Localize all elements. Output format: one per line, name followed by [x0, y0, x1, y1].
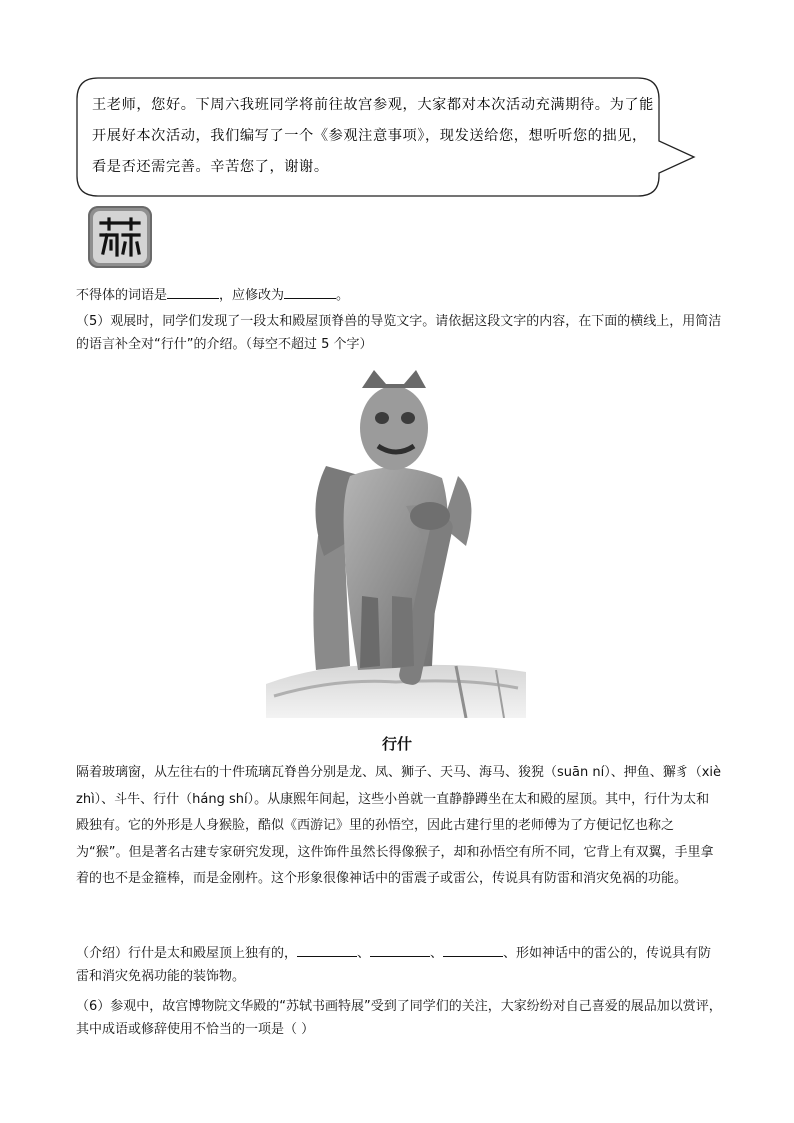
intro-text-2: 、形如神话中的雷公的，传说具有防雷和消灾免祸功能的装饰物。	[76, 946, 712, 984]
intro-separator-2: 、	[430, 946, 444, 961]
q6-prompt: （6）参观中，故宫博物院文华殿的“苏轼书画特展”受到了同学们的关注，大家纷纷对自己喜爱的展品加以赏评，其中成语或修辞使用不恰当的一项是（ ）	[76, 999, 722, 1037]
intro-blank-2[interactable]	[370, 942, 430, 957]
intro-blank-3[interactable]	[443, 942, 503, 957]
q5-prompt: （5）观展时，同学们发现了一段太和殿屋顶脊兽的导览文字。请依据这段文字的内容，在下面的横线上，用简洁的语言补全对“行什”的介绍。（每空不超过 5 个字）	[76, 314, 722, 352]
statue-drawing	[266, 366, 526, 718]
seal-face	[93, 211, 147, 263]
intro-text-1: （介绍）行什是太和殿屋顶上独有的，	[76, 946, 298, 961]
guide-passage: 隔着玻璃窗，从左往右的十件琉璃瓦脊兽分别是龙、凤、狮子、天马、海马、狻猊（suān ní）、押鱼、獬豸（xiè zhì）、斗牛、行什（háng shí）。从康熙年间起，这些小兽就一直静静蹲坐在太和殿的屋顶。其中，行什为太和殿独有。它的外形是人身猴脸，酷似《西游记》里的孙悟空，因此古建行里的老师傅为了方便记忆也称之为“猴”。但是著名古建专家研究发现，这件饰件虽然长得像猴子，却和孙悟空有所不同，它背上有双翼，手里拿着的也不是金箍棒，而是金刚杵。这个形象很像神话中的雷震子或雷公，传说具有防雷和消灾免祸的功能。	[76, 765, 722, 887]
q4-answer-line	[76, 284, 722, 307]
intro-separator-1: 、	[357, 946, 371, 961]
seal-stamp-icon	[88, 206, 152, 268]
intro-fill-in	[76, 942, 722, 988]
q4-text-1: 不得体的词语是	[76, 288, 168, 303]
hangshi-statue-image	[266, 366, 526, 718]
q4-text-2: ，应修改为	[219, 288, 285, 303]
seal-glyph-drawing	[97, 217, 143, 257]
q4-text-3: 。	[336, 288, 350, 303]
speech-bubble-text: 王老师，您好。下周六我班同学将前往故宫参观，大家都对本次活动充满期待。为了能开展好本次活动，我们编写了一个《参观注意事项》，现发送给您，想听听您的拙见，看是否还需完善。辛苦您了，谢谢。	[92, 97, 654, 175]
figure-caption: 行什	[381, 735, 412, 753]
q4-blank-1[interactable]	[167, 284, 219, 299]
q4-blank-2[interactable]	[284, 284, 336, 299]
intro-blank-1[interactable]	[297, 942, 357, 957]
speech-bubble	[76, 77, 660, 197]
